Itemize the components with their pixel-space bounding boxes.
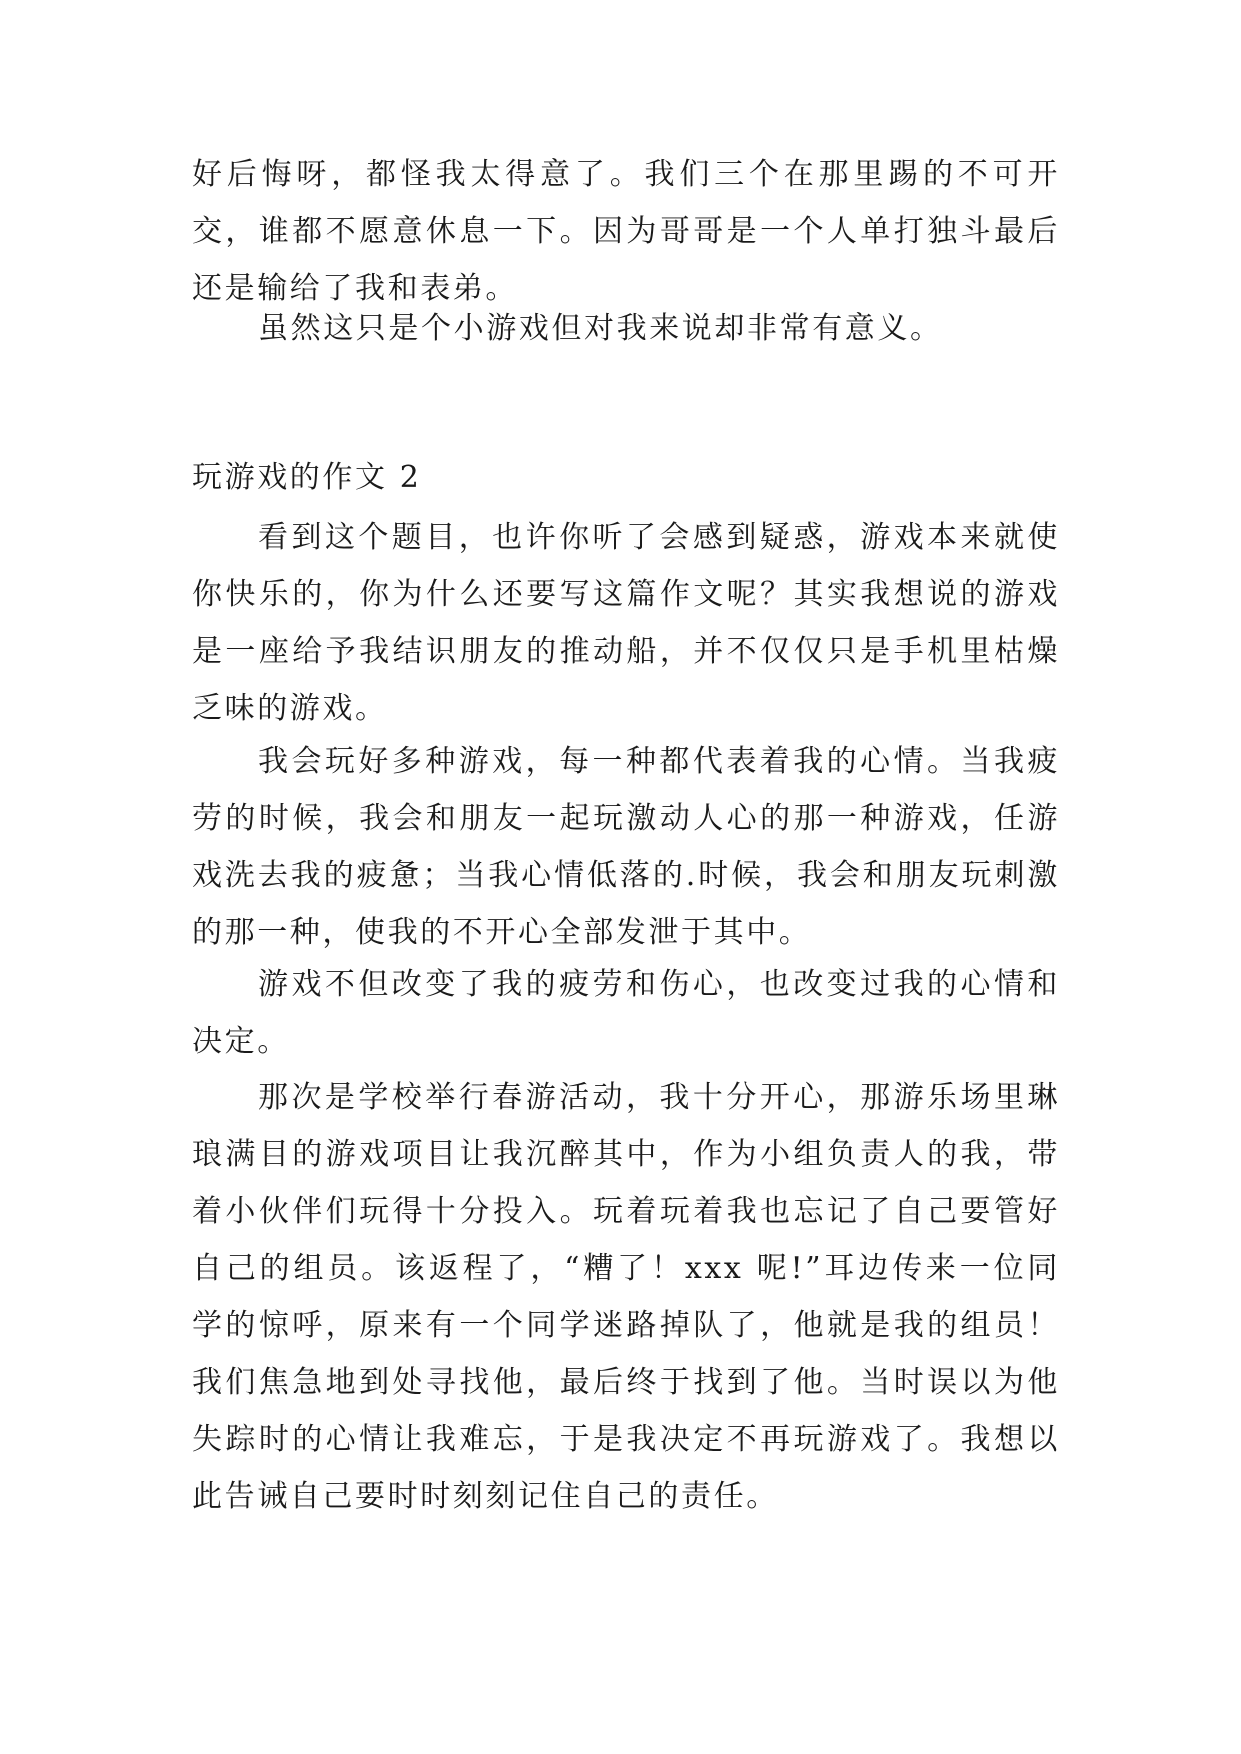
paragraph: 我会玩好多种游戏，每一种都代表着我的心情。当我疲劳的时候，我会和朋友一起玩激动人心的那一种游戏，任游戏洗去我的疲惫；当我心情低落的.时候，我会和朋友玩刺激的那一种，使我的不开心全部发泄于其中。 <box>192 744 1060 950</box>
paragraph: 虽然这只是个小游戏但对我来说却非常有意义。 <box>258 311 943 346</box>
paragraph: 看到这个题目，也许你听了会感到疑惑，游戏本来就使你快乐的，你为什么还要写这篇作文呢？其实我想说的游戏是一座给予我结识朋友的推动船，并不仅仅只是手机里枯燥乏味的游戏。 <box>192 520 1060 726</box>
paragraph: 好后悔呀，都怪我太得意了。我们三个在那里踢的不可开交，谁都不愿意休息一下。因为哥哥是一个人单打独斗最后还是输给了我和表弟。 <box>192 157 1060 306</box>
paragraph: 游戏不但改变了我的疲劳和伤心，也改变过我的心情和决定。 <box>192 967 1060 1059</box>
section-heading: 玩游戏的作文 2 <box>192 460 422 495</box>
paragraph: 那次是学校举行春游活动，我十分开心，那游乐场里琳琅满目的游戏项目让我沉醉其中，作为小组负责人的我，带着小伙伴们玩得十分投入。玩着玩着我也忘记了自己要管好自己的组员。该返程了，“糟了！xxx 呢!”耳边传来一位同学的惊呼，原来有一个同学迷路掉队了，他就是我的组员！我们焦急地到处寻找他，最后终于找到了他。当时误以为他失踪时的心情让我难忘，于是我决定不再玩游戏了。我想以此告诫自己要时时刻刻记住自己的责任。 <box>192 1080 1060 1514</box>
